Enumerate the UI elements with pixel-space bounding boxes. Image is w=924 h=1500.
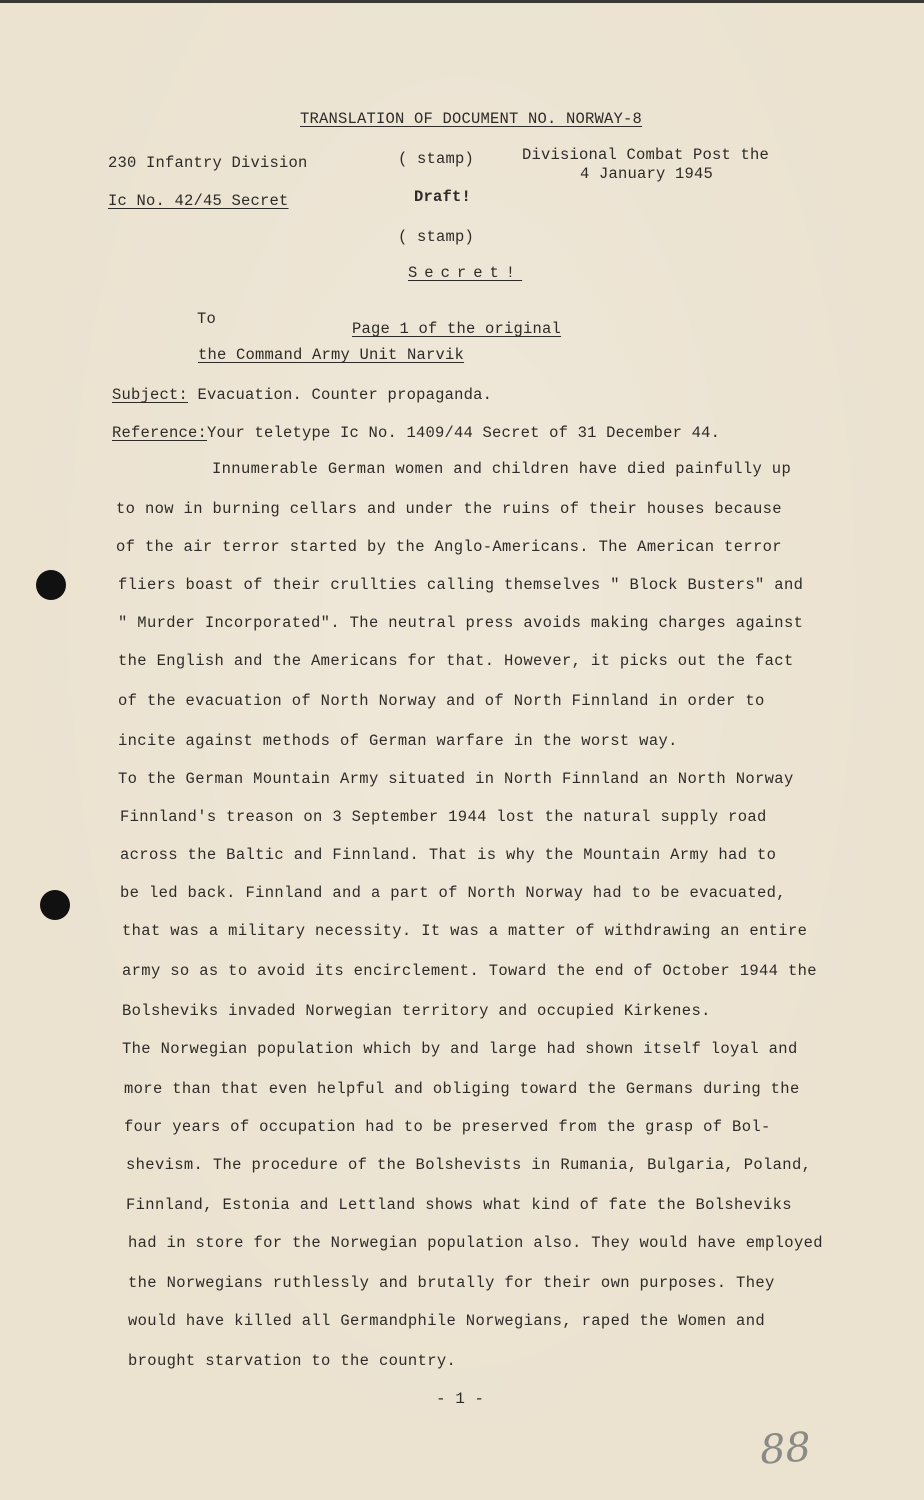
body-line: fliers boast of their crullties calling themselves " Block Busters" and [118,576,804,594]
body-line: across the Baltic and Finnland. That is why the Mountain Army had to [120,846,777,864]
body-line: " Murder Incorporated". The neutral press avoids making charges against [118,614,804,632]
page-note: Page 1 of the original [352,320,562,338]
combat-post-line-1: Divisional Combat Post the [522,146,770,164]
punch-hole-top [36,570,66,600]
scan-top-edge [0,0,924,3]
handwritten-page-number: 88 [758,1424,813,1474]
body-line: of the evacuation of North Norway and of North Finnland in order to [118,692,765,710]
page-number: - 1 - [436,1390,485,1408]
body-line: army so as to avoid its encirclement. Toward the end of October 1944 the [122,962,817,980]
recipient: the Command Army Unit Narvik [198,346,465,364]
body-line: Bolsheviks invaded Norwegian territory and occupied Kirkenes. [122,1002,711,1020]
body-line: The Norwegian population which by and large had shown itself loyal and [122,1040,798,1058]
body-line: four years of occupation had to be preserved from the grasp of Bol- [124,1118,771,1136]
body-line: that was a military necessity. It was a matter of withdrawing an entire [122,922,808,940]
stamp-label-1: ( stamp) [398,150,475,168]
body-line: be led back. Finnland and a part of North Norway had to be evacuated, [120,884,786,902]
unit-name: 230 Infantry Division [108,154,308,172]
reference-text: Your teletype Ic No. 1409/44 Secret of 31 December 44. [207,424,721,442]
subject-text: Evacuation. Counter propaganda. [197,386,493,404]
body-line: Finnland's treason on 3 September 1944 lost the natural supply road [120,808,767,826]
body-line: Finnland, Estonia and Lettland shows what kind of fate the Bolsheviks [126,1196,792,1214]
body-line: of the air terror started by the Anglo-Americans. The American terror [116,538,782,556]
body-line: to now in burning cellars and under the ruins of their houses because [116,500,782,518]
subject-label: Subject: [112,386,189,404]
body-line: had in store for the Norwegian population also. They would have employed [128,1234,823,1252]
body-line: To the German Mountain Army situated in North Finnland an North Norway [118,770,794,788]
punch-hole-bottom [40,890,70,920]
body-line: would have killed all Germandphile Norwegians, raped the Women and [128,1312,765,1330]
subject-line [112,386,492,404]
reference-number: Ic No. 42/45 Secret [108,192,289,210]
to-label: To [197,310,217,328]
body-line: more than that even helpful and obliging toward the Germans during the [124,1080,800,1098]
body-line: Innumerable German women and children have died painfully up [212,460,792,478]
reference-label: Reference: [112,424,208,442]
body-line: the English and the Americans for that. However, it picks out the fact [118,652,794,670]
draft-label: Draft! [414,188,472,206]
body-line: incite against methods of German warfare in the worst way. [118,732,678,750]
secret-heading: Secret! [408,264,523,282]
reference-line [112,424,720,442]
stamp-label-2: ( stamp) [398,228,475,246]
body-line: brought starvation to the country. [128,1352,457,1370]
body-line: shevism. The procedure of the Bolshevists in Rumania, Bulgaria, Poland, [126,1156,812,1174]
document-title: TRANSLATION OF DOCUMENT NO. NORWAY-8 [300,110,643,128]
body-line: the Norwegians ruthlessly and brutally for their own purposes. They [128,1274,775,1292]
combat-post-date: 4 January 1945 [580,165,714,183]
